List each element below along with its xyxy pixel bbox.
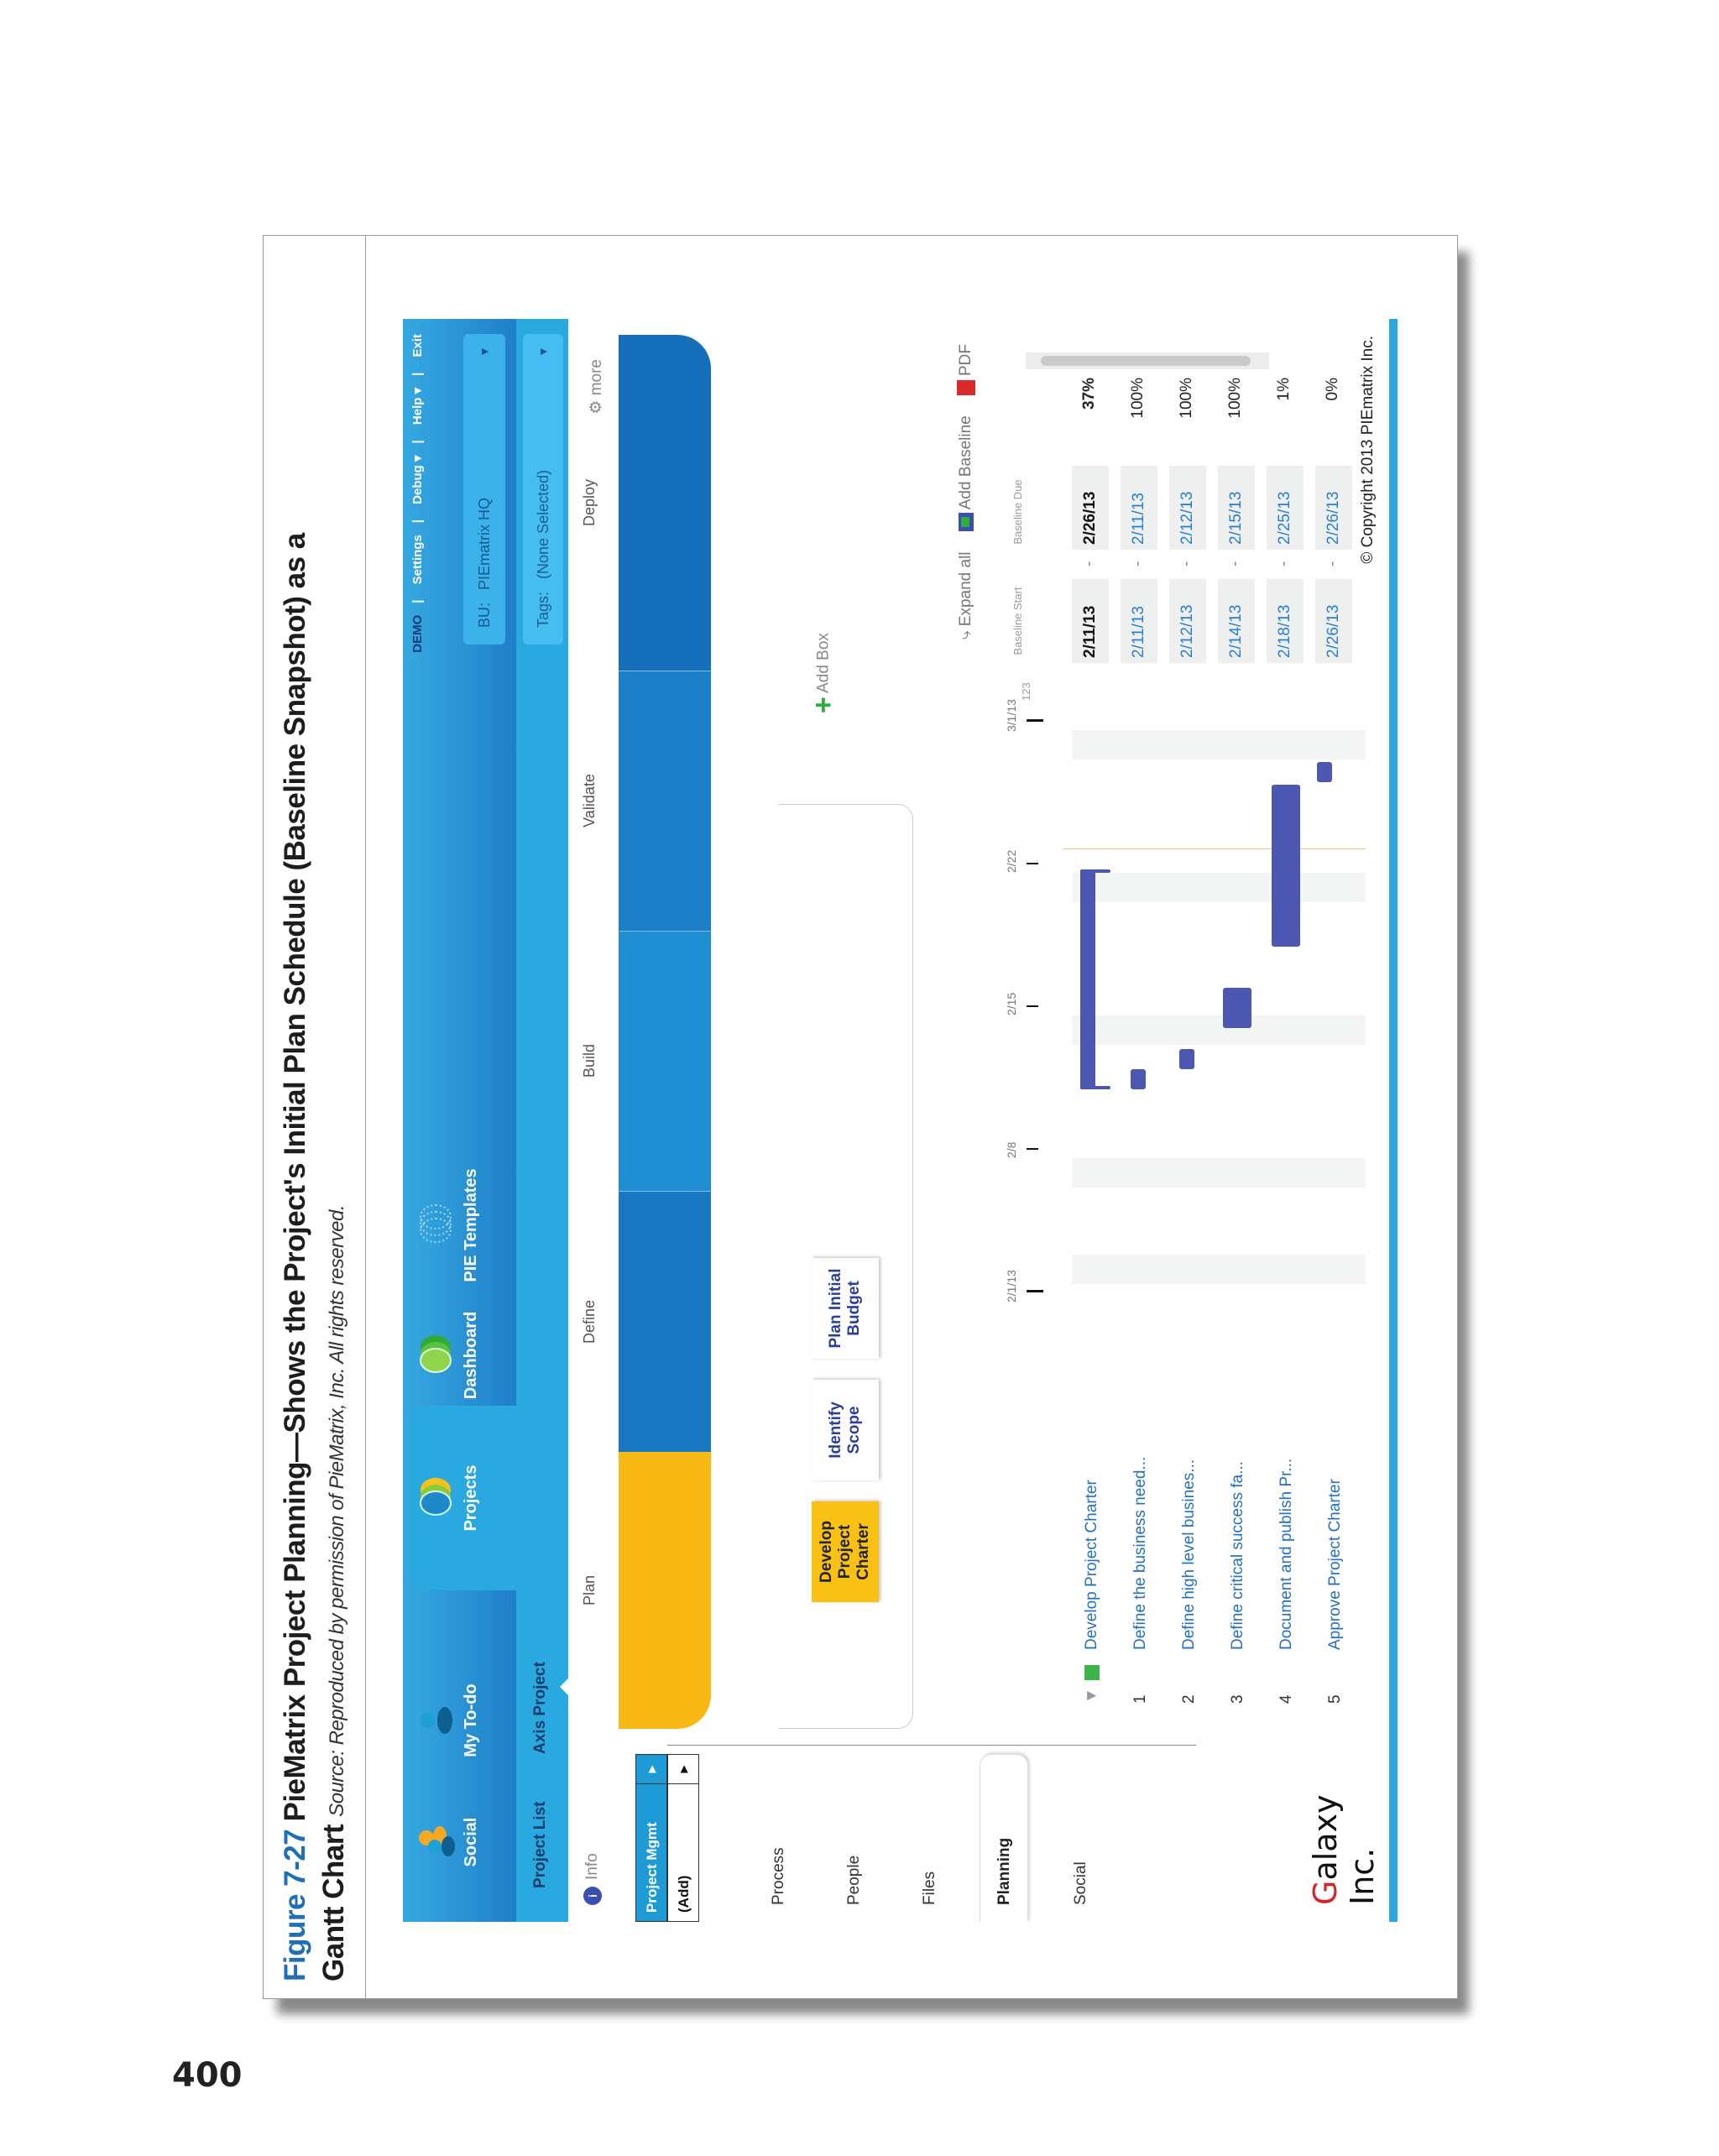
percent-complete: 37%	[1080, 378, 1098, 410]
figure-title: PieMatrix Project Planning—Shows the Project's Initial Plan Schedule (Baseline Snapshot) as a	[279, 533, 311, 1822]
piematrix-app	[403, 319, 1398, 1922]
green-stack-icon	[415, 1330, 457, 1381]
range-dash: -	[1080, 561, 1098, 566]
divider	[667, 1745, 1196, 1746]
phase-plan[interactable]	[581, 1452, 711, 1729]
axis-tick: 2/22	[1005, 849, 1018, 873]
left-nav-planning[interactable]: Planning	[980, 1754, 1028, 1922]
task-name[interactable]: Define critical success fa...	[1229, 1461, 1246, 1650]
task-row[interactable]	[1311, 1301, 1360, 1704]
gantt-summary-bar[interactable]	[1080, 869, 1095, 1089]
gantt-chart	[1005, 336, 1374, 1729]
info-label: Info	[583, 1853, 601, 1880]
tags-label: Tags:	[535, 591, 551, 628]
task-num: 1	[1131, 1694, 1149, 1704]
baseline-start-header: Baseline Start	[1011, 587, 1024, 655]
nav-my-todo-label: My To-do	[462, 1684, 480, 1757]
baseline-start-cell[interactable]: 2/11/13	[1121, 579, 1157, 663]
dropdown-arrow-icon: ▼	[536, 346, 550, 358]
collapse-triangle-icon[interactable]: ▼	[1083, 1688, 1100, 1704]
baseline-due-cell[interactable]: 2/25/13	[1267, 466, 1304, 550]
add-box-button[interactable]	[807, 633, 840, 713]
more-button[interactable]	[587, 359, 606, 415]
add-baseline-label: Add Baseline	[957, 415, 974, 510]
top-navbar	[403, 319, 516, 1922]
today-line	[1063, 848, 1366, 849]
tick-mark	[1027, 719, 1043, 722]
weekend-stripe	[1072, 1015, 1366, 1045]
task-row[interactable]	[1116, 1301, 1165, 1704]
task-row[interactable]	[1165, 1301, 1214, 1704]
task-num: 2	[1180, 1694, 1198, 1704]
range-dash: -	[1324, 561, 1341, 566]
gantt-bar[interactable]	[1131, 1069, 1146, 1089]
percent-complete: 100%	[1178, 378, 1195, 419]
current-project[interactable]: Axis Project	[531, 1662, 549, 1754]
baseline-start-cell[interactable]: 2/18/13	[1267, 579, 1304, 663]
task-name[interactable]: Document and publish Pr...	[1277, 1458, 1295, 1650]
vertical-scrollbar[interactable]	[1026, 352, 1269, 369]
pointer-caret	[560, 1678, 568, 1695]
axis-tick: 2/15	[1005, 992, 1018, 1015]
bu-select[interactable]	[463, 334, 505, 645]
bracket-end	[1080, 869, 1110, 873]
baseline-due-cell[interactable]: 2/26/13	[1315, 466, 1352, 550]
baseline-start-cell[interactable]: 2/11/13	[1072, 579, 1109, 663]
expand-icon: ⤷	[957, 630, 974, 640]
add-baseline-button[interactable]	[957, 415, 975, 531]
project-mgmt-select[interactable]	[635, 1754, 667, 1922]
range-dash: -	[1129, 561, 1147, 566]
percent-complete: 100%	[1226, 378, 1244, 419]
range-dash: -	[1226, 561, 1244, 566]
nav-my-todo[interactable]	[410, 1674, 481, 1767]
settings-link[interactable]: Settings	[410, 535, 425, 585]
gantt-bar[interactable]	[1179, 1049, 1194, 1069]
nav-projects[interactable]	[410, 1452, 481, 1544]
sort-icon[interactable]: 123	[1020, 682, 1032, 701]
tick-mark	[1027, 1005, 1038, 1007]
gantt-bar[interactable]	[1272, 785, 1300, 947]
expand-all-label: Expand all	[957, 551, 974, 627]
nav-dashboard[interactable]	[410, 1309, 481, 1402]
page-number: 400	[172, 2056, 243, 2095]
axis-drag-handle[interactable]	[1027, 1290, 1043, 1292]
card-develop-project-charter[interactable]: Develop Project Charter	[812, 1501, 879, 1602]
baseline-due-cell[interactable]: 2/11/13	[1121, 466, 1157, 550]
task-name[interactable]: Define high level busines...	[1180, 1459, 1198, 1650]
baseline-due-cell[interactable]: 2/15/13	[1218, 466, 1255, 550]
copyright: © Copyright 2013 PIEmatrix Inc.	[1359, 336, 1377, 564]
figure-title-cont: Gantt Chart	[317, 1825, 350, 1981]
nav-projects-label: Projects	[462, 1464, 480, 1532]
task-num: 3	[1229, 1694, 1246, 1704]
nav-pie-templates[interactable]	[410, 1167, 481, 1284]
range-dash: -	[1178, 561, 1195, 566]
bracket-end	[1080, 1086, 1110, 1089]
info-link[interactable]	[583, 1853, 602, 1905]
figure-source: Source: Reproduced by permission of PieMatrix, Inc. All rights reserved.	[326, 1205, 348, 1817]
baseline-start-cell[interactable]: 2/26/13	[1315, 579, 1352, 663]
more-label: more	[588, 359, 605, 396]
task-num: 5	[1326, 1694, 1344, 1704]
card-plan-initial-budget[interactable]: Plan Initial Budget	[812, 1258, 879, 1359]
bu-label: BU:	[476, 602, 493, 628]
card-identify-scope[interactable]: Identify Scope	[812, 1380, 879, 1480]
percent-complete: 0%	[1324, 378, 1341, 401]
tick-mark	[1027, 1148, 1038, 1150]
nav-pie-templates-label: PIE Templates	[462, 1168, 480, 1282]
help-menu[interactable]: Help ▾	[410, 387, 425, 425]
bu-value: PIEmatrix HQ	[476, 497, 493, 590]
screenshot	[403, 319, 1398, 1922]
gantt-toolbar	[957, 344, 975, 639]
phase-label: Build	[581, 1043, 598, 1078]
dropdown-arrow-icon: ▼	[478, 346, 491, 358]
weekend-stripe	[1072, 1158, 1366, 1188]
dotted-stack-icon	[415, 1200, 457, 1250]
pdf-button[interactable]	[957, 344, 975, 395]
baseline-due-header: Baseline Due	[1011, 479, 1024, 545]
nav-social-label: Social	[462, 1817, 480, 1867]
task-name[interactable]: Develop Project Charter	[1083, 1480, 1100, 1650]
main-panel	[568, 319, 1389, 1922]
project-mgmt-label: Project Mgmt	[644, 1822, 660, 1913]
exit-link[interactable]: Exit	[410, 334, 425, 358]
tick-mark	[1027, 863, 1038, 864]
left-nav-files[interactable]: Files	[921, 1871, 938, 1905]
figure-number: Figure 7-27	[279, 1829, 311, 1981]
gantt-bar[interactable]	[1317, 762, 1332, 782]
baseline-due-cell[interactable]: 2/26/13	[1072, 466, 1109, 550]
left-nav-people[interactable]: People	[845, 1855, 863, 1905]
axis-tick: 2/1/13	[1005, 1270, 1018, 1302]
pdf-icon	[957, 380, 975, 395]
task-row[interactable]	[1214, 1301, 1262, 1704]
percent-complete: 100%	[1129, 378, 1147, 419]
top-links: DEMO| Settings| Debug ▾| Help ▾| Exit	[410, 334, 425, 653]
demo-label: DEMO	[410, 614, 425, 653]
gear-icon: ⚙	[588, 399, 605, 415]
people-icon	[415, 1821, 457, 1863]
phase-label: Deploy	[581, 478, 598, 527]
gantt-bar[interactable]	[1223, 988, 1251, 1028]
baseline-icon	[959, 513, 974, 531]
status-square-icon	[1084, 1665, 1100, 1680]
weekend-stripe	[1072, 873, 1366, 902]
project-list-link[interactable]: Project List	[531, 1801, 549, 1888]
tags-value: (None Selected)	[535, 469, 551, 579]
task-name[interactable]: Define the business need...	[1131, 1456, 1149, 1650]
weekend-stripe	[1072, 730, 1366, 760]
task-num: 4	[1277, 1694, 1295, 1704]
phase-label: Plan	[581, 1574, 598, 1606]
triangle-right-icon: ▶	[668, 1755, 698, 1784]
pdf-label: PDF	[957, 344, 975, 376]
task-row[interactable]	[1262, 1301, 1311, 1704]
plus-icon: +	[807, 697, 839, 713]
baseline-start-cell[interactable]: 2/12/13	[1169, 579, 1206, 663]
axis-tick: 3/1/13	[1005, 699, 1018, 732]
debug-menu[interactable]: Debug ▾	[410, 455, 425, 504]
left-nav-social[interactable]: Social	[1072, 1861, 1089, 1905]
info-icon: i	[583, 1887, 602, 1905]
logo-text: alaxy Inc.	[1307, 1794, 1381, 1905]
triangle-right-icon: ▶	[636, 1755, 666, 1784]
add-select[interactable]	[667, 1754, 699, 1922]
add-label: (Add)	[676, 1875, 692, 1913]
left-nav	[568, 1729, 1389, 1922]
left-nav-process[interactable]: Process	[770, 1847, 787, 1905]
phase-label: Validate	[581, 774, 598, 827]
phase-validate[interactable]	[581, 671, 711, 932]
percent-complete: 1%	[1275, 378, 1293, 401]
nav-dashboard-label: Dashboard	[462, 1311, 480, 1400]
add-box-label: Add Box	[814, 633, 833, 693]
tags-select[interactable]	[523, 334, 563, 645]
axis-tick: 2/8	[1005, 1141, 1018, 1158]
logo-g: G	[1307, 1880, 1344, 1905]
baseline-due-cell[interactable]: 2/12/13	[1169, 466, 1206, 550]
pie-stack-icon	[415, 1473, 457, 1523]
expand-all-button[interactable]	[957, 551, 975, 639]
phase-define[interactable]	[581, 1192, 711, 1452]
phase-label: Define	[581, 1299, 598, 1344]
nav-social[interactable]	[410, 1796, 481, 1888]
task-row[interactable]	[1068, 1301, 1116, 1704]
company-logo	[1307, 1729, 1381, 1905]
baseline-start-cell[interactable]: 2/14/13	[1218, 579, 1255, 663]
phase-build[interactable]	[581, 931, 711, 1192]
activity-cards	[778, 804, 913, 1729]
task-name[interactable]: Approve Project Charter	[1326, 1479, 1344, 1650]
scrollbar-thumb[interactable]	[1041, 356, 1251, 366]
figure-caption	[264, 236, 366, 1998]
range-dash: -	[1275, 561, 1293, 566]
weekend-stripe	[1072, 1255, 1366, 1284]
person-icon	[415, 1699, 457, 1741]
